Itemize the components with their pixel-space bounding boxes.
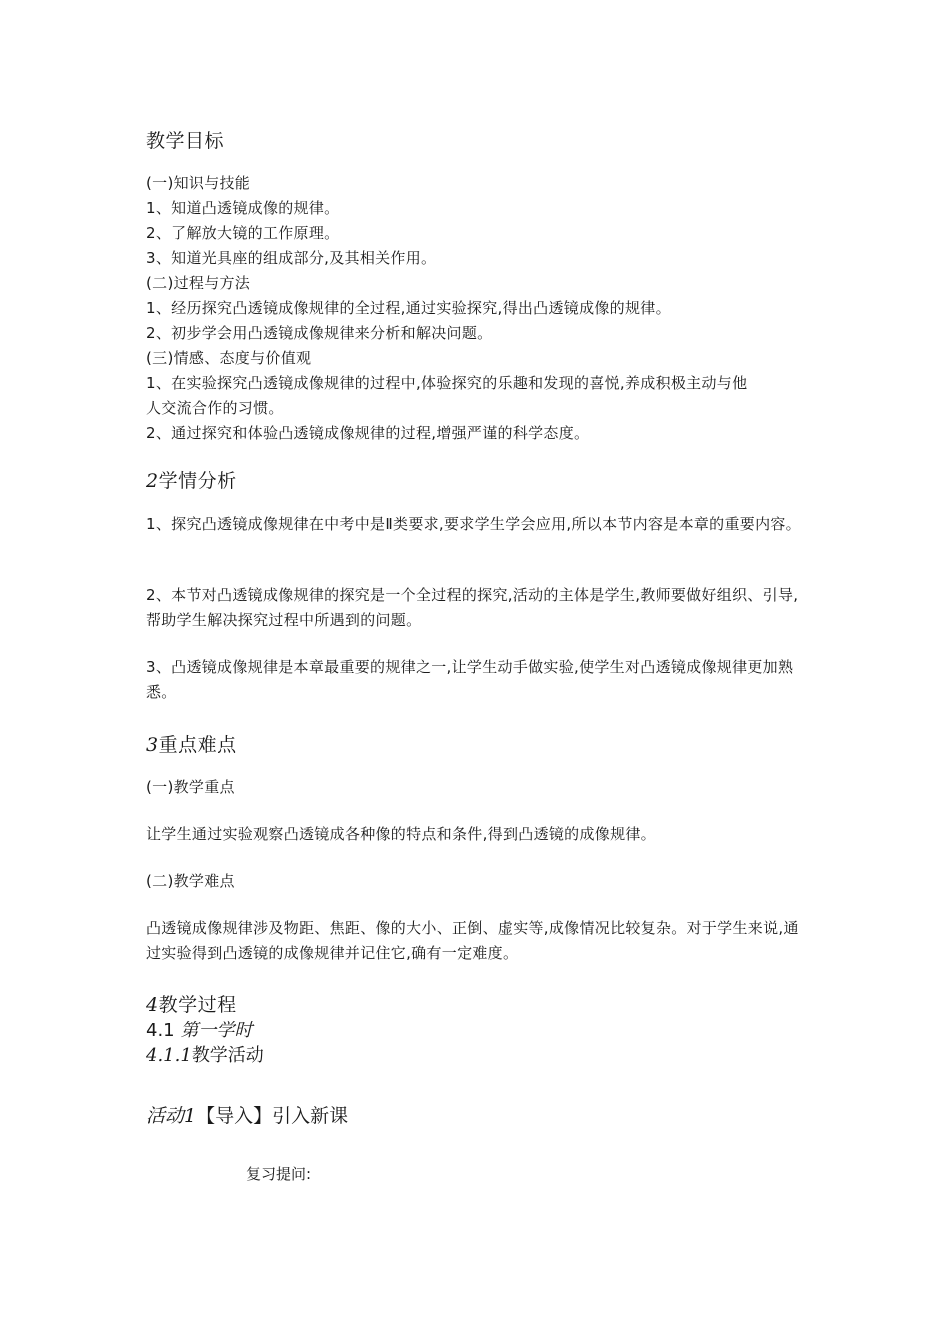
key-point-text: 让学生通过实验观察凸透镜成各种像的特点和条件,得到凸透镜的成像规律。 — [146, 825, 656, 843]
activity-title: 引入新课 — [272, 1105, 349, 1127]
section-title-analysis — [146, 466, 237, 493]
review-question-label: 复习提问: — [246, 1165, 312, 1183]
objective-line: 2、通过探究和体验凸透镜成像规律的过程,增强严谨的科学态度。 — [146, 424, 590, 442]
section-title-text: 重点难点 — [158, 734, 237, 756]
section-title-objectives: 教学目标 — [146, 130, 225, 152]
subsection-first-period — [146, 1016, 252, 1042]
subsection-title: 教学活动 — [191, 1045, 264, 1066]
key-point-label: (一)教学重点 — [146, 778, 235, 796]
objective-line: 3、知道光具座的组成部分,及其相关作用。 — [146, 249, 437, 267]
subsection-number: 4.1 — [146, 1020, 175, 1041]
objective-line: 1、在实验探究凸透镜成像规律的过程中,体验探究的乐趣和发现的喜悦,养成积极主动与他 — [146, 374, 748, 392]
objective-line: 1、经历探究凸透镜成像规律的全过程,通过实验探究,得出凸透镜成像的规律。 — [146, 299, 671, 317]
section-title-text: 学情分析 — [158, 470, 237, 492]
objective-line: (一)知识与技能 — [146, 174, 251, 192]
section-title-process — [146, 990, 237, 1017]
objective-line: 2、初步学会用凸透镜成像规律来分析和解决问题。 — [146, 324, 493, 342]
objective-line: (二)过程与方法 — [146, 274, 251, 292]
section-number: 3 — [146, 734, 159, 756]
activity-number: 1 — [184, 1105, 197, 1127]
analysis-paragraph: 2、本节对凸透镜成像规律的探究是一个全过程的探究,活动的主体是学生,教师要做好组织、引导,帮助学生解决探究过程中所遇到的问题。 — [146, 586, 799, 629]
section-number: 2 — [146, 470, 159, 492]
analysis-paragraph: 3、凸透镜成像规律是本章最重要的规律之一,让学生动手做实验,使学生对凸透镜成像规律更加熟悉。 — [146, 658, 794, 701]
subsection-activities — [146, 1041, 264, 1067]
activity-heading — [146, 1101, 348, 1128]
objective-line: 人交流合作的习惯。 — [146, 399, 284, 417]
section-title-keypoints — [146, 730, 237, 757]
subsection-number: 4.1.1 — [146, 1045, 192, 1066]
section-number: 4 — [146, 994, 159, 1016]
difficulty-text: 凸透镜成像规律涉及物距、焦距、像的大小、正倒、虚实等,成像情况比较复杂。对于学生来说,通过实验得到凸透镜的成像规律并记住它,确有一定难度。 — [146, 919, 799, 962]
subsection-title: 第一学时 — [180, 1020, 253, 1041]
activity-prefix: 活动 — [146, 1105, 185, 1127]
objective-line: 2、了解放大镜的工作原理。 — [146, 224, 340, 242]
section-title-text: 教学过程 — [158, 994, 237, 1016]
analysis-paragraph: 1、探究凸透镜成像规律在中考中是Ⅱ类要求,要求学生学会应用,所以本节内容是本章的重要内容。 — [146, 515, 801, 533]
difficulty-label: (二)教学难点 — [146, 872, 235, 890]
activity-tag: 【导入】 — [196, 1105, 273, 1127]
objective-line: 1、知道凸透镜成像的规律。 — [146, 199, 340, 217]
objective-line: (三)情感、态度与价值观 — [146, 349, 312, 367]
